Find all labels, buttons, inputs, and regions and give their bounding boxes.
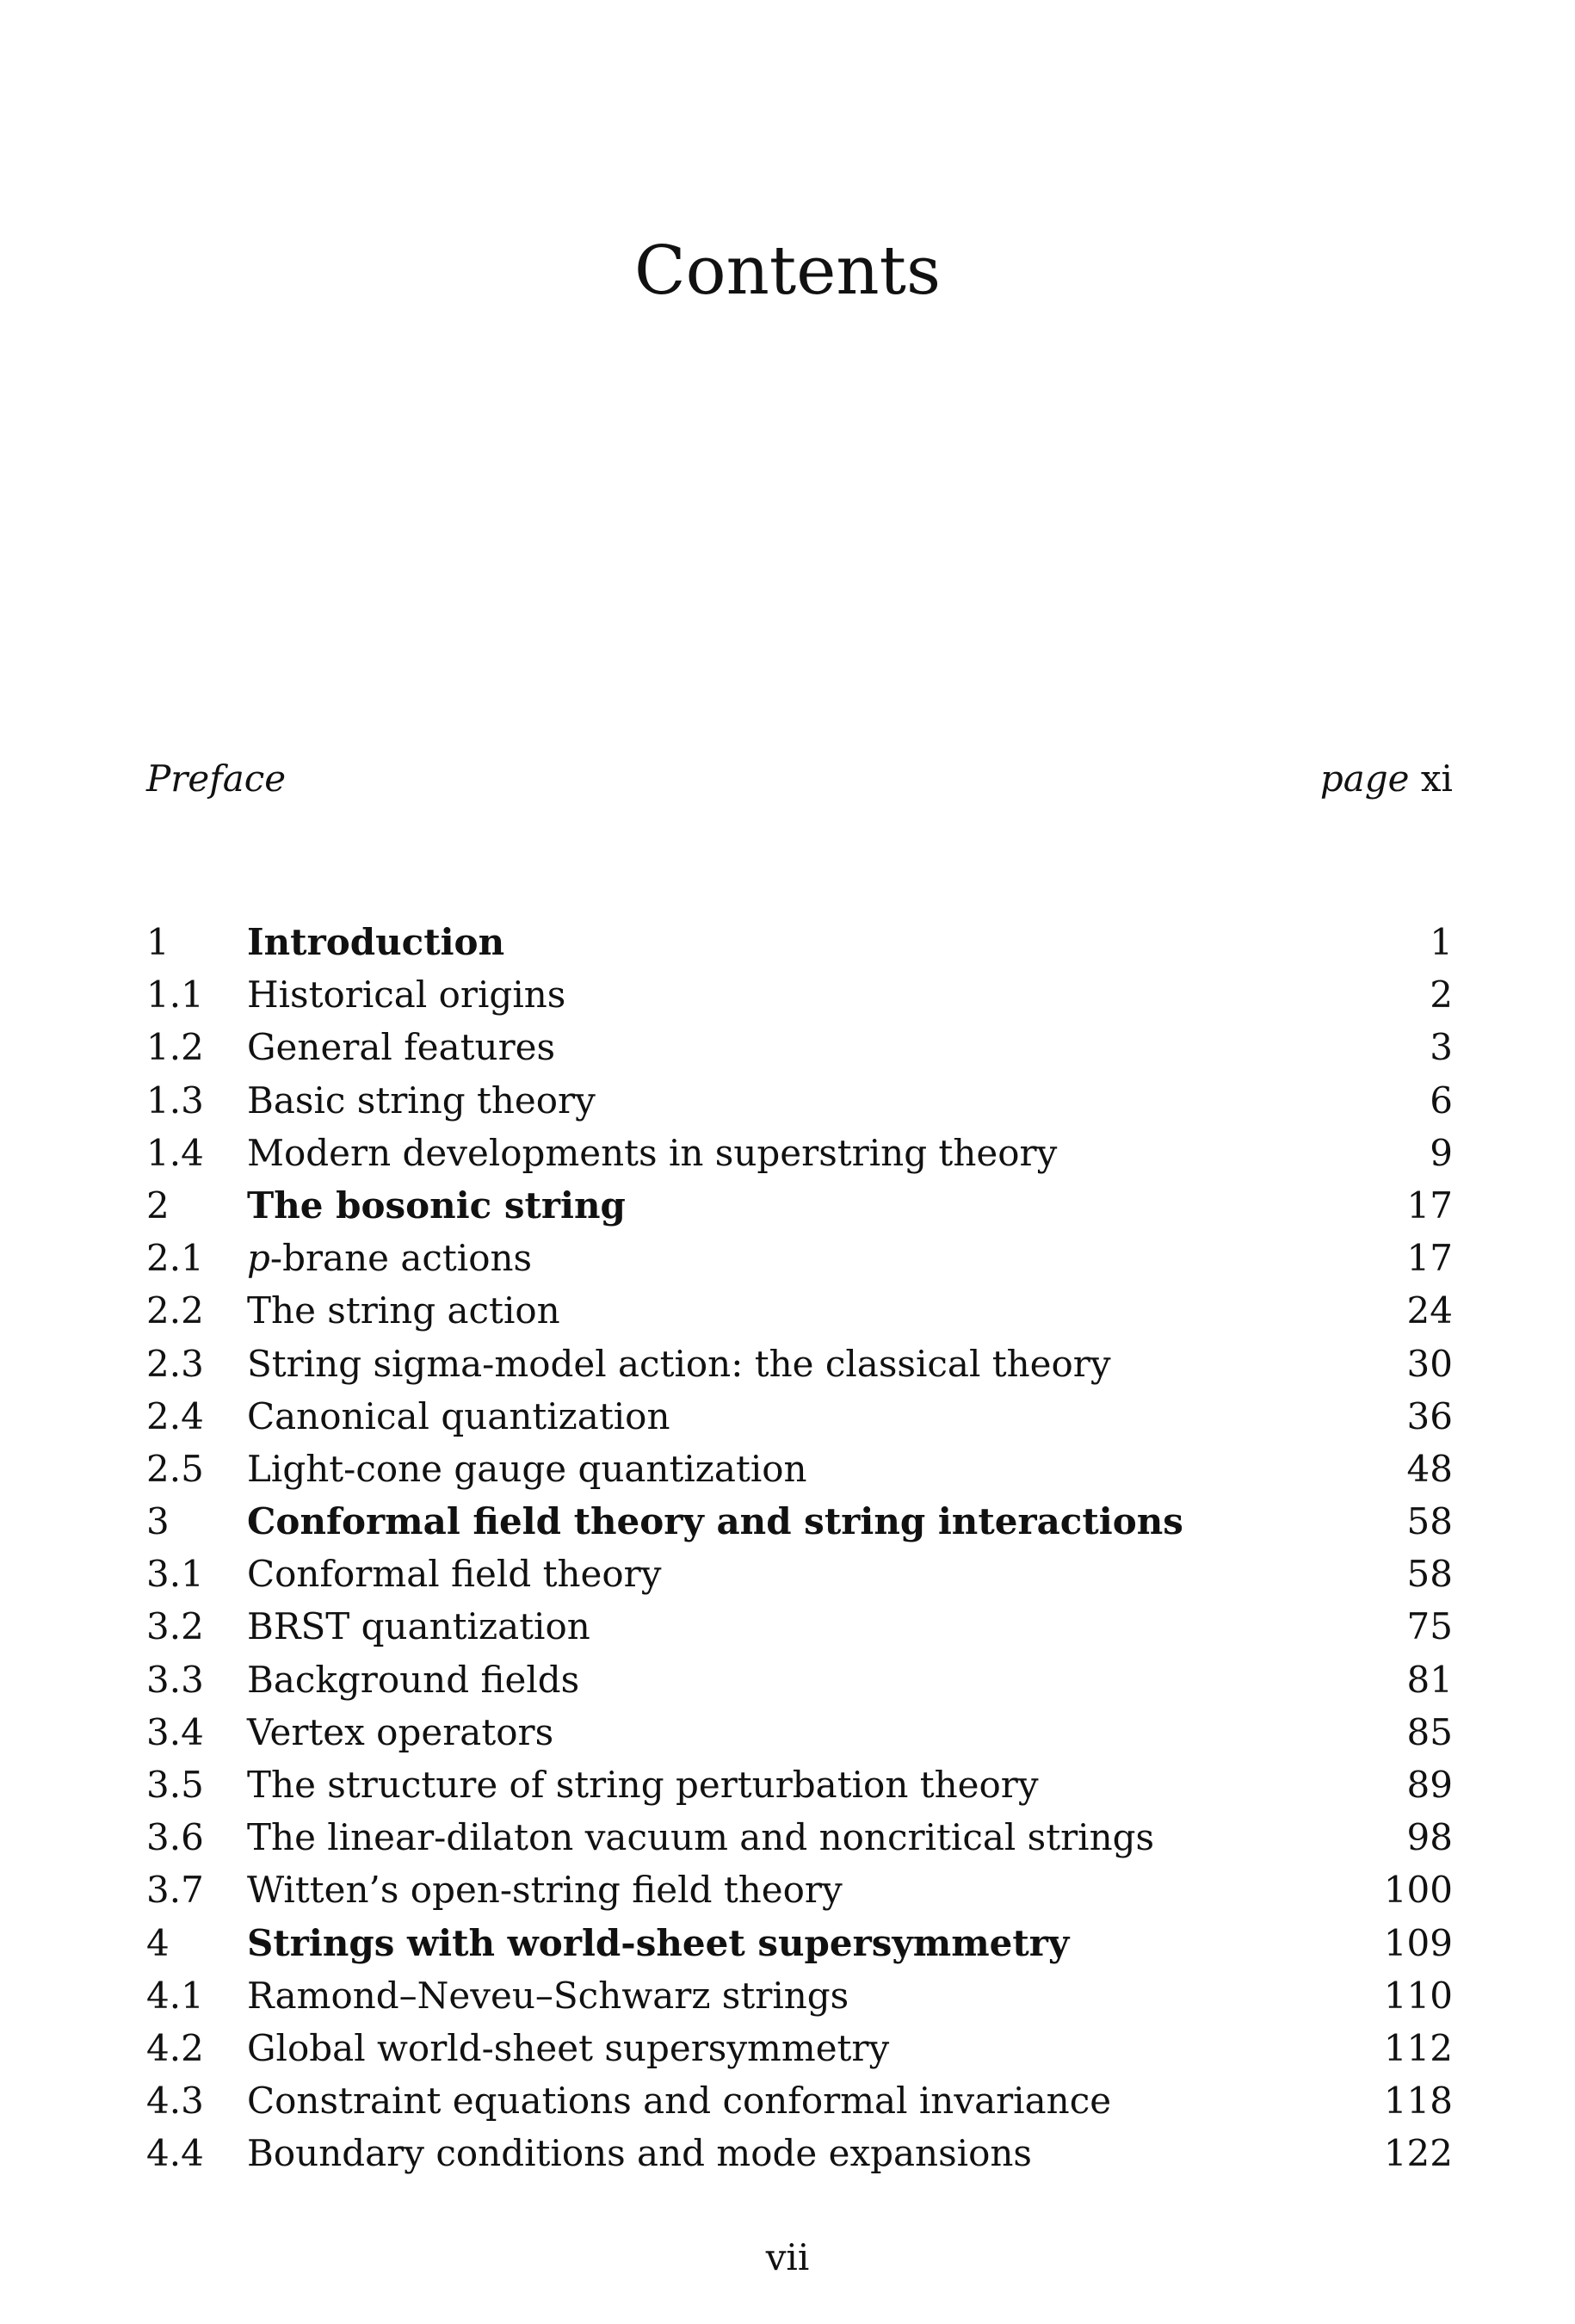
toc-entry-number: 2.1 (146, 1237, 204, 1280)
toc-section-row[interactable] (146, 2127, 1453, 2179)
toc-entry-title: String sigma-model action: the classical theory (247, 1342, 1111, 1385)
toc-entry-page: 36 (1406, 1394, 1453, 1437)
page-title: Contents (634, 232, 941, 310)
toc-section-row[interactable] (146, 1548, 1453, 1600)
toc-entry-title: The bosonic string (247, 1184, 626, 1227)
toc-entry-title: Conformal field theory and string interactions (247, 1500, 1183, 1543)
toc-entry-page: 112 (1383, 2026, 1453, 2069)
toc-section-row[interactable] (146, 2022, 1453, 2074)
toc-entry-title: Vertex operators (247, 1710, 554, 1753)
toc-entry-page: 122 (1383, 2132, 1453, 2175)
toc-section-row[interactable] (146, 1811, 1453, 1864)
toc-entry-page: 110 (1383, 1974, 1453, 2017)
toc-entry-page: 58 (1406, 1553, 1453, 1596)
toc-entry-title: Canonical quantization (247, 1394, 670, 1437)
toc-entry-number: 1.4 (146, 1131, 204, 1174)
page-word: page (1319, 757, 1410, 800)
toc-entry-number: 1 (146, 921, 170, 963)
toc-entry-number: 2.5 (146, 1447, 204, 1490)
toc-entry-page: 58 (1406, 1500, 1453, 1543)
toc-entry-page: 98 (1406, 1816, 1453, 1859)
toc-entry-number: 3.3 (146, 1658, 204, 1701)
toc-entry-title: Strings with world-sheet supersymmetry (247, 1921, 1070, 1964)
toc-entry-number: 4.2 (146, 2026, 204, 2069)
toc-entry-title: BRST quantization (247, 1605, 590, 1648)
toc-entry-number: 1.1 (146, 973, 204, 1017)
toc-entry-title: Background fields (247, 1658, 580, 1701)
toc-entry-number: 2 (146, 1184, 170, 1227)
toc-entry-page: 118 (1383, 2080, 1453, 2123)
toc-section-row[interactable] (146, 1390, 1453, 1443)
toc-entry-number: 3.6 (146, 1816, 204, 1859)
toc-entry-title: Basic string theory (247, 1079, 596, 1122)
toc-section-row[interactable] (146, 1284, 1453, 1337)
preface-page-ref (1320, 757, 1453, 800)
toc-entry-number: 2.2 (146, 1289, 204, 1332)
toc-section-row[interactable] (146, 1653, 1453, 1706)
toc-entry-number: 1.2 (146, 1026, 204, 1069)
preface-page-number: xi (1420, 757, 1453, 800)
toc-section-row[interactable] (146, 1074, 1453, 1127)
toc-entry-page: 3 (1430, 1026, 1453, 1069)
toc-entry-title: Global world-sheet supersymmetry (247, 2026, 890, 2069)
toc-entry-number: 3.4 (146, 1710, 204, 1753)
toc-entry-title: Modern developments in superstring theory (247, 1131, 1058, 1174)
toc-entry-title: Introduction (247, 921, 505, 963)
toc-entry-number: 3.5 (146, 1764, 204, 1806)
toc-entry-title: The string action (247, 1289, 560, 1332)
toc-entry-number: 4.3 (146, 2080, 204, 2123)
toc-entry-title: Witten’s open-string field theory (247, 1869, 843, 1912)
toc-section-row[interactable] (146, 1758, 1453, 1811)
toc-entry-number: 4.4 (146, 2132, 204, 2175)
toc-section-row[interactable] (146, 1127, 1453, 1179)
toc-preface-row[interactable] (146, 757, 1453, 818)
toc-entry-title: p-brane actions (247, 1237, 533, 1280)
toc-entry-title: Constraint equations and conformal invariance (247, 2080, 1112, 2123)
toc-section-row[interactable] (146, 1443, 1453, 1495)
toc-entry-title: Boundary conditions and mode expansions (247, 2132, 1032, 2175)
toc-section-row[interactable] (146, 1600, 1453, 1653)
toc-section-row[interactable] (146, 1969, 1453, 2022)
toc-entry-title: Historical origins (247, 973, 566, 1017)
toc-entry-title: General features (247, 1026, 556, 1069)
toc-chapter-row[interactable] (146, 916, 1453, 968)
toc-entry-page: 75 (1406, 1605, 1453, 1648)
toc-section-row[interactable] (146, 1864, 1453, 1916)
toc-entry-page: 17 (1406, 1184, 1453, 1227)
toc-chapter-row[interactable] (146, 1917, 1453, 1969)
toc-entry-page: 30 (1406, 1342, 1453, 1385)
toc-entry-page: 109 (1383, 1921, 1453, 1964)
preface-title: Preface (146, 757, 287, 800)
toc-entry-title: Ramond–Neveu–Schwarz strings (247, 1974, 849, 2017)
toc-section-row[interactable] (146, 1706, 1453, 1758)
toc-entry-page: 85 (1406, 1710, 1453, 1753)
toc-entry-page: 24 (1406, 1289, 1453, 1332)
toc-entry-number: 2.3 (146, 1342, 204, 1385)
toc-entry-page: 9 (1430, 1131, 1453, 1174)
toc-entry-title: The structure of string perturbation theory (247, 1764, 1039, 1806)
toc-entry-number: 2.4 (146, 1394, 204, 1437)
toc-entry-number: 4 (146, 1921, 170, 1964)
toc-entry-page: 6 (1430, 1079, 1453, 1122)
toc-entry-page: 48 (1406, 1447, 1453, 1490)
toc-entry-number: 3 (146, 1500, 170, 1543)
toc-section-row[interactable] (146, 1021, 1453, 1073)
toc-section-row[interactable] (146, 968, 1453, 1021)
toc-entry-page: 89 (1406, 1764, 1453, 1806)
toc-entry-page: 81 (1406, 1658, 1453, 1701)
toc-section-row[interactable] (146, 1338, 1453, 1390)
page-folio: vii (765, 2236, 810, 2278)
toc-section-row[interactable] (146, 1232, 1453, 1284)
toc-section-row[interactable] (146, 2074, 1453, 2127)
toc-entry-number: 3.1 (146, 1553, 204, 1596)
toc-entry-page: 100 (1383, 1869, 1453, 1912)
toc-entry-page: 17 (1406, 1237, 1453, 1280)
toc-entry-number: 3.7 (146, 1869, 204, 1912)
toc-entry-title: Conformal field theory (247, 1553, 662, 1596)
toc-entry-page: 2 (1430, 973, 1453, 1017)
toc-entry-number: 1.3 (146, 1079, 204, 1122)
toc-entry-number: 3.2 (146, 1605, 204, 1648)
toc-entry-title: Light-cone gauge quantization (247, 1447, 807, 1490)
toc-entry-number: 4.1 (146, 1974, 204, 2017)
toc-chapter-row[interactable] (146, 1179, 1453, 1232)
toc-entry-page: 1 (1430, 921, 1453, 963)
toc-entry-title: The linear-dilaton vacuum and noncritical strings (247, 1816, 1155, 1859)
table-of-contents (146, 916, 1453, 2180)
toc-chapter-row[interactable] (146, 1495, 1453, 1548)
